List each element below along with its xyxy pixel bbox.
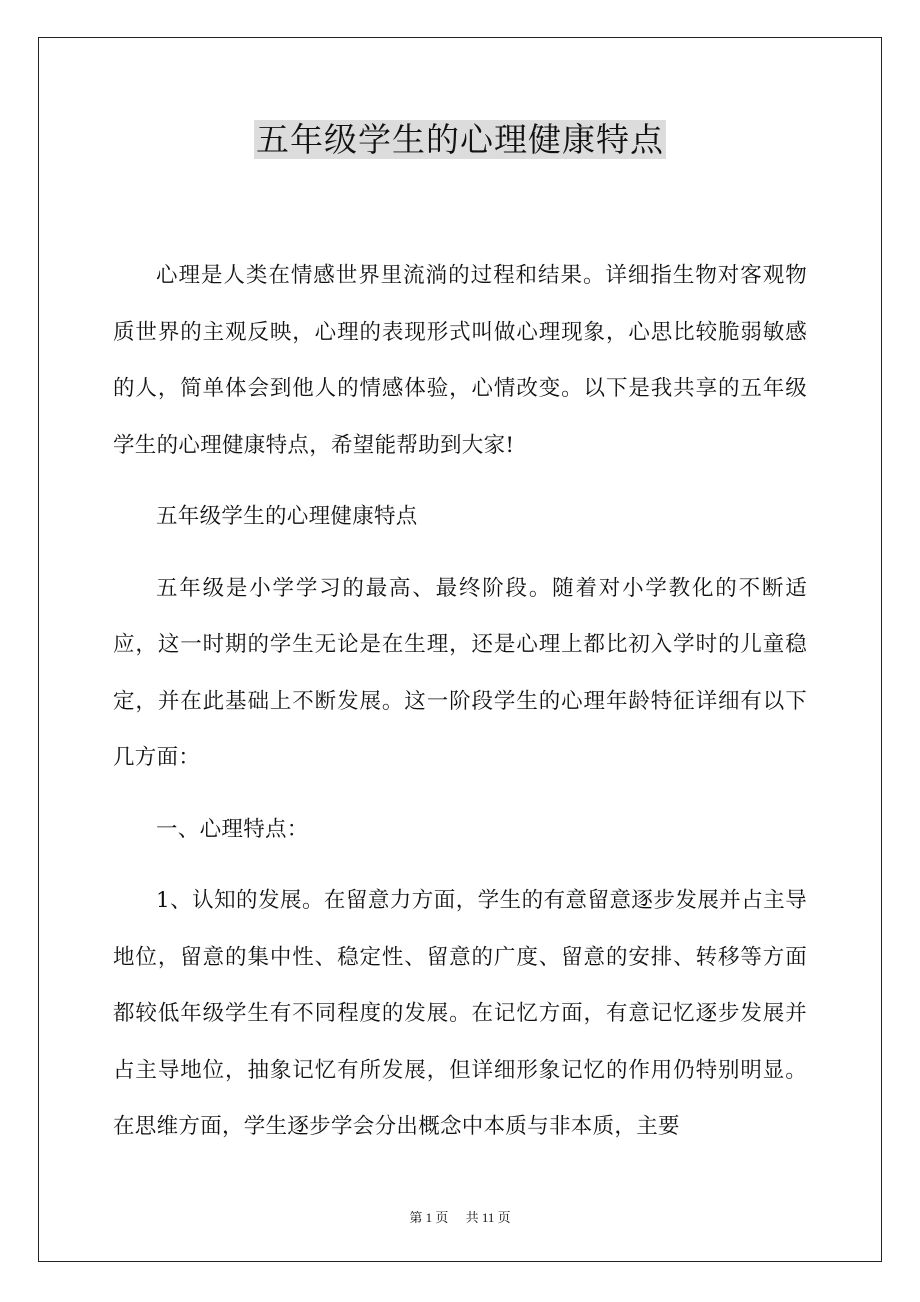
paragraph-subheading: 五年级学生的心理健康特点: [156, 504, 418, 529]
document-body: [113, 248, 807, 1171]
document-title-text: 五年级学生的心理健康特点: [256, 120, 664, 159]
paragraph-overview: 五年级是小学学习的最高、最终阶段。随着对小学教化的不断适应，这一时期的学生无论是在生理，还是心理上都比初入学时的儿童稳定，并在此基础上不断发展。这一阶段学生的心理年龄特征详细有以下几方面：: [113, 575, 807, 770]
page-number: 第 1 页: [409, 1210, 449, 1225]
page-total: 共 11 页: [465, 1210, 511, 1225]
paragraph-intro: 心理是人类在情感世界里流淌的过程和结果。详细指生物对客观物质世界的主观反映，心理的表现形式叫做心理现象，心思比较脆弱敏感的人，简单体会到他人的情感体验，心情改变。以下是我共享的五年级学生的心理健康特点，希望能帮助到大家!: [113, 263, 807, 458]
page-footer: [0, 1207, 920, 1226]
document-title: [0, 114, 920, 161]
section-heading-psychology: 一、心理特点：: [156, 816, 309, 842]
paragraph-cognition: 1、认知的发展。在留意力方面，学生的有意留意逐步发展并占主导地位，留意的集中性、稳定性、留意的广度、留意的安排、转移等方面都较低年级学生有不同程度的发展。在记忆方面，有意记忆逐步发展并占主导地位，抽象记忆有所发展，但详细形象记忆的作用仍特别明显。在思维方面，学生逐步学会分出概念中本质与非本质，主要: [113, 888, 807, 1139]
